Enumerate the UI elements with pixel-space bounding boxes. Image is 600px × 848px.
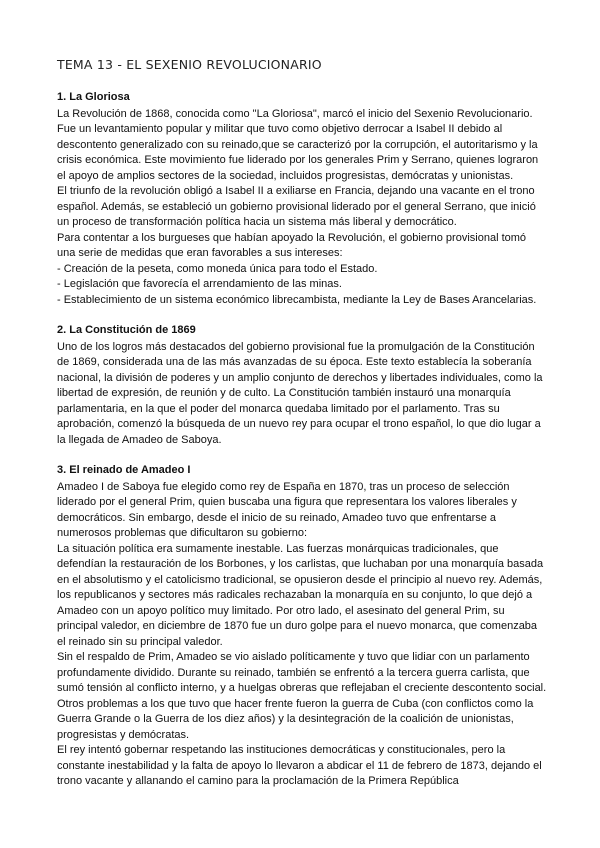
measures-list xyxy=(57,262,547,309)
paragraph: El rey intentó gobernar respetando las instituciones democráticas y constitucionales, pero la constante inestabilidad y la falta de apoyo lo llevaron a abdicar el 11 de febrero de 1873, dejando el trono vacante y allanando el camino para la proclamación de la Primera República xyxy=(57,744,542,787)
list-item: - Legislación que favorecía el arrendamiento de las minas. xyxy=(57,278,342,290)
list-item: - Creación de la peseta, como moneda única para todo el Estado. xyxy=(57,262,378,275)
paragraph: El triunfo de la revolución obligó a Isabel II a exiliarse en Francia, dejando una vacante en el trono español. Además, se estableció un gobierno provisional liderado por el general Serrano, que inició un proceso de transformación política hacia un sistema más liberal y democrático. xyxy=(57,185,536,228)
section-heading: 3. El reinado de Amadeo I xyxy=(57,464,191,476)
paragraph: La situación política era sumamente inestable. Las fuerzas monárquicas tradicionales, que defendían la restauración de los Borbones, y los carlistas, que luchaban por una monarquía basada en el absolutismo y el catolicismo tradicional, se opusieron desde el principio al nuevo rey. Además, los republicanos y sectores más radicales rechazaban la monarquía en su conjunto, lo que dejó a Amadeo con un apoyo político muy limitado. Por otro lado, el asesinato del general Prim, su principal valedor, en diciembre de 1870 fue un duro golpe para el nuevo monarca, que comenzaba el reinado sin su principal valedor. xyxy=(57,542,544,648)
paragraph: Amadeo I de Saboya fue elegido como rey de España en 1870, tras un proceso de selección liderado por el general Prim, quien buscaba una figura que representara los valores liberales y democráticos. Sin embargo, desde el inicio de su reinado, Amadeo tuvo que enfrentarse a numerosos problemas que dificultaron su gobierno: xyxy=(57,480,517,539)
paragraph: La Revolución de 1868, conocida como "La Gloriosa", marcó el inicio del Sexenio Revolucionario. Fue un levantamiento popular y militar que tuvo como objetivo derrocar a Isabel II debido al descontento generalizado con su reinado,que se caracterizó por la corrupción, el autoritarismo y la crisis económica. Este movimiento fue liderado por los generales Prim y Serrano, quienes lograron el apoyo de amplios sectores de la sociedad, incluidos progresistas, demócratas y unionistas. xyxy=(57,107,539,182)
document-body xyxy=(57,90,547,805)
paragraph: Sin el respaldo de Prim, Amadeo se vio aislado políticamente y tuvo que lidiar con un parlamento profundamente dividido. Durante su reinado, también se enfrentó a la tercera guerra carlista, que sumó tensión al conflicto interno, y a huelgas obreras que reflejaban el creciente descontento social. Otros problemas a los que tuvo que hacer frente fueron la guerra de Cuba (con conflictos como la Guerra Grande o la Guerra de los diez años) y la desintegración de la coalición de unionistas, progresistas y demócratas. xyxy=(57,651,547,741)
section-heading: 1. La Gloriosa xyxy=(57,91,130,103)
paragraph: Para contentar a los burgueses que habían apoyado la Revolución, el gobierno provisional tomó una serie de medidas que eran favorables a sus intereses: xyxy=(57,231,527,259)
section-constitucion-1869 xyxy=(57,323,547,448)
section-heading: 2. La Constitución de 1869 xyxy=(57,324,196,336)
document-title: TEMA 13 - EL SEXENIO REVOLUCIONARIO xyxy=(57,57,322,72)
list-item: - Establecimiento de un sistema económico librecambista, mediante la Ley de Bases Arancelarias. xyxy=(57,293,537,306)
section-la-gloriosa xyxy=(57,90,547,308)
paragraph: Uno de los logros más destacados del gobierno provisional fue la promulgación de la Constitución de 1869, considerada una de las más avanzadas de su época. Este texto establecía la soberanía nacional, la división de poderes y un amplio conjunto de derechos y libertades individuales, como la libertad de expresión, de reunión y de culto. La Constitución también instauró una monarquía parlamentaria, en la que el poder del monarca quedaba limitado por el parlamento. Tras su aprobación, comenzó la búsqueda de un nuevo rey para ocupar el trono español, lo que dio lugar a la llegada de Amadeo de Saboya. xyxy=(57,340,543,446)
section-reinado-amadeo xyxy=(57,463,547,790)
